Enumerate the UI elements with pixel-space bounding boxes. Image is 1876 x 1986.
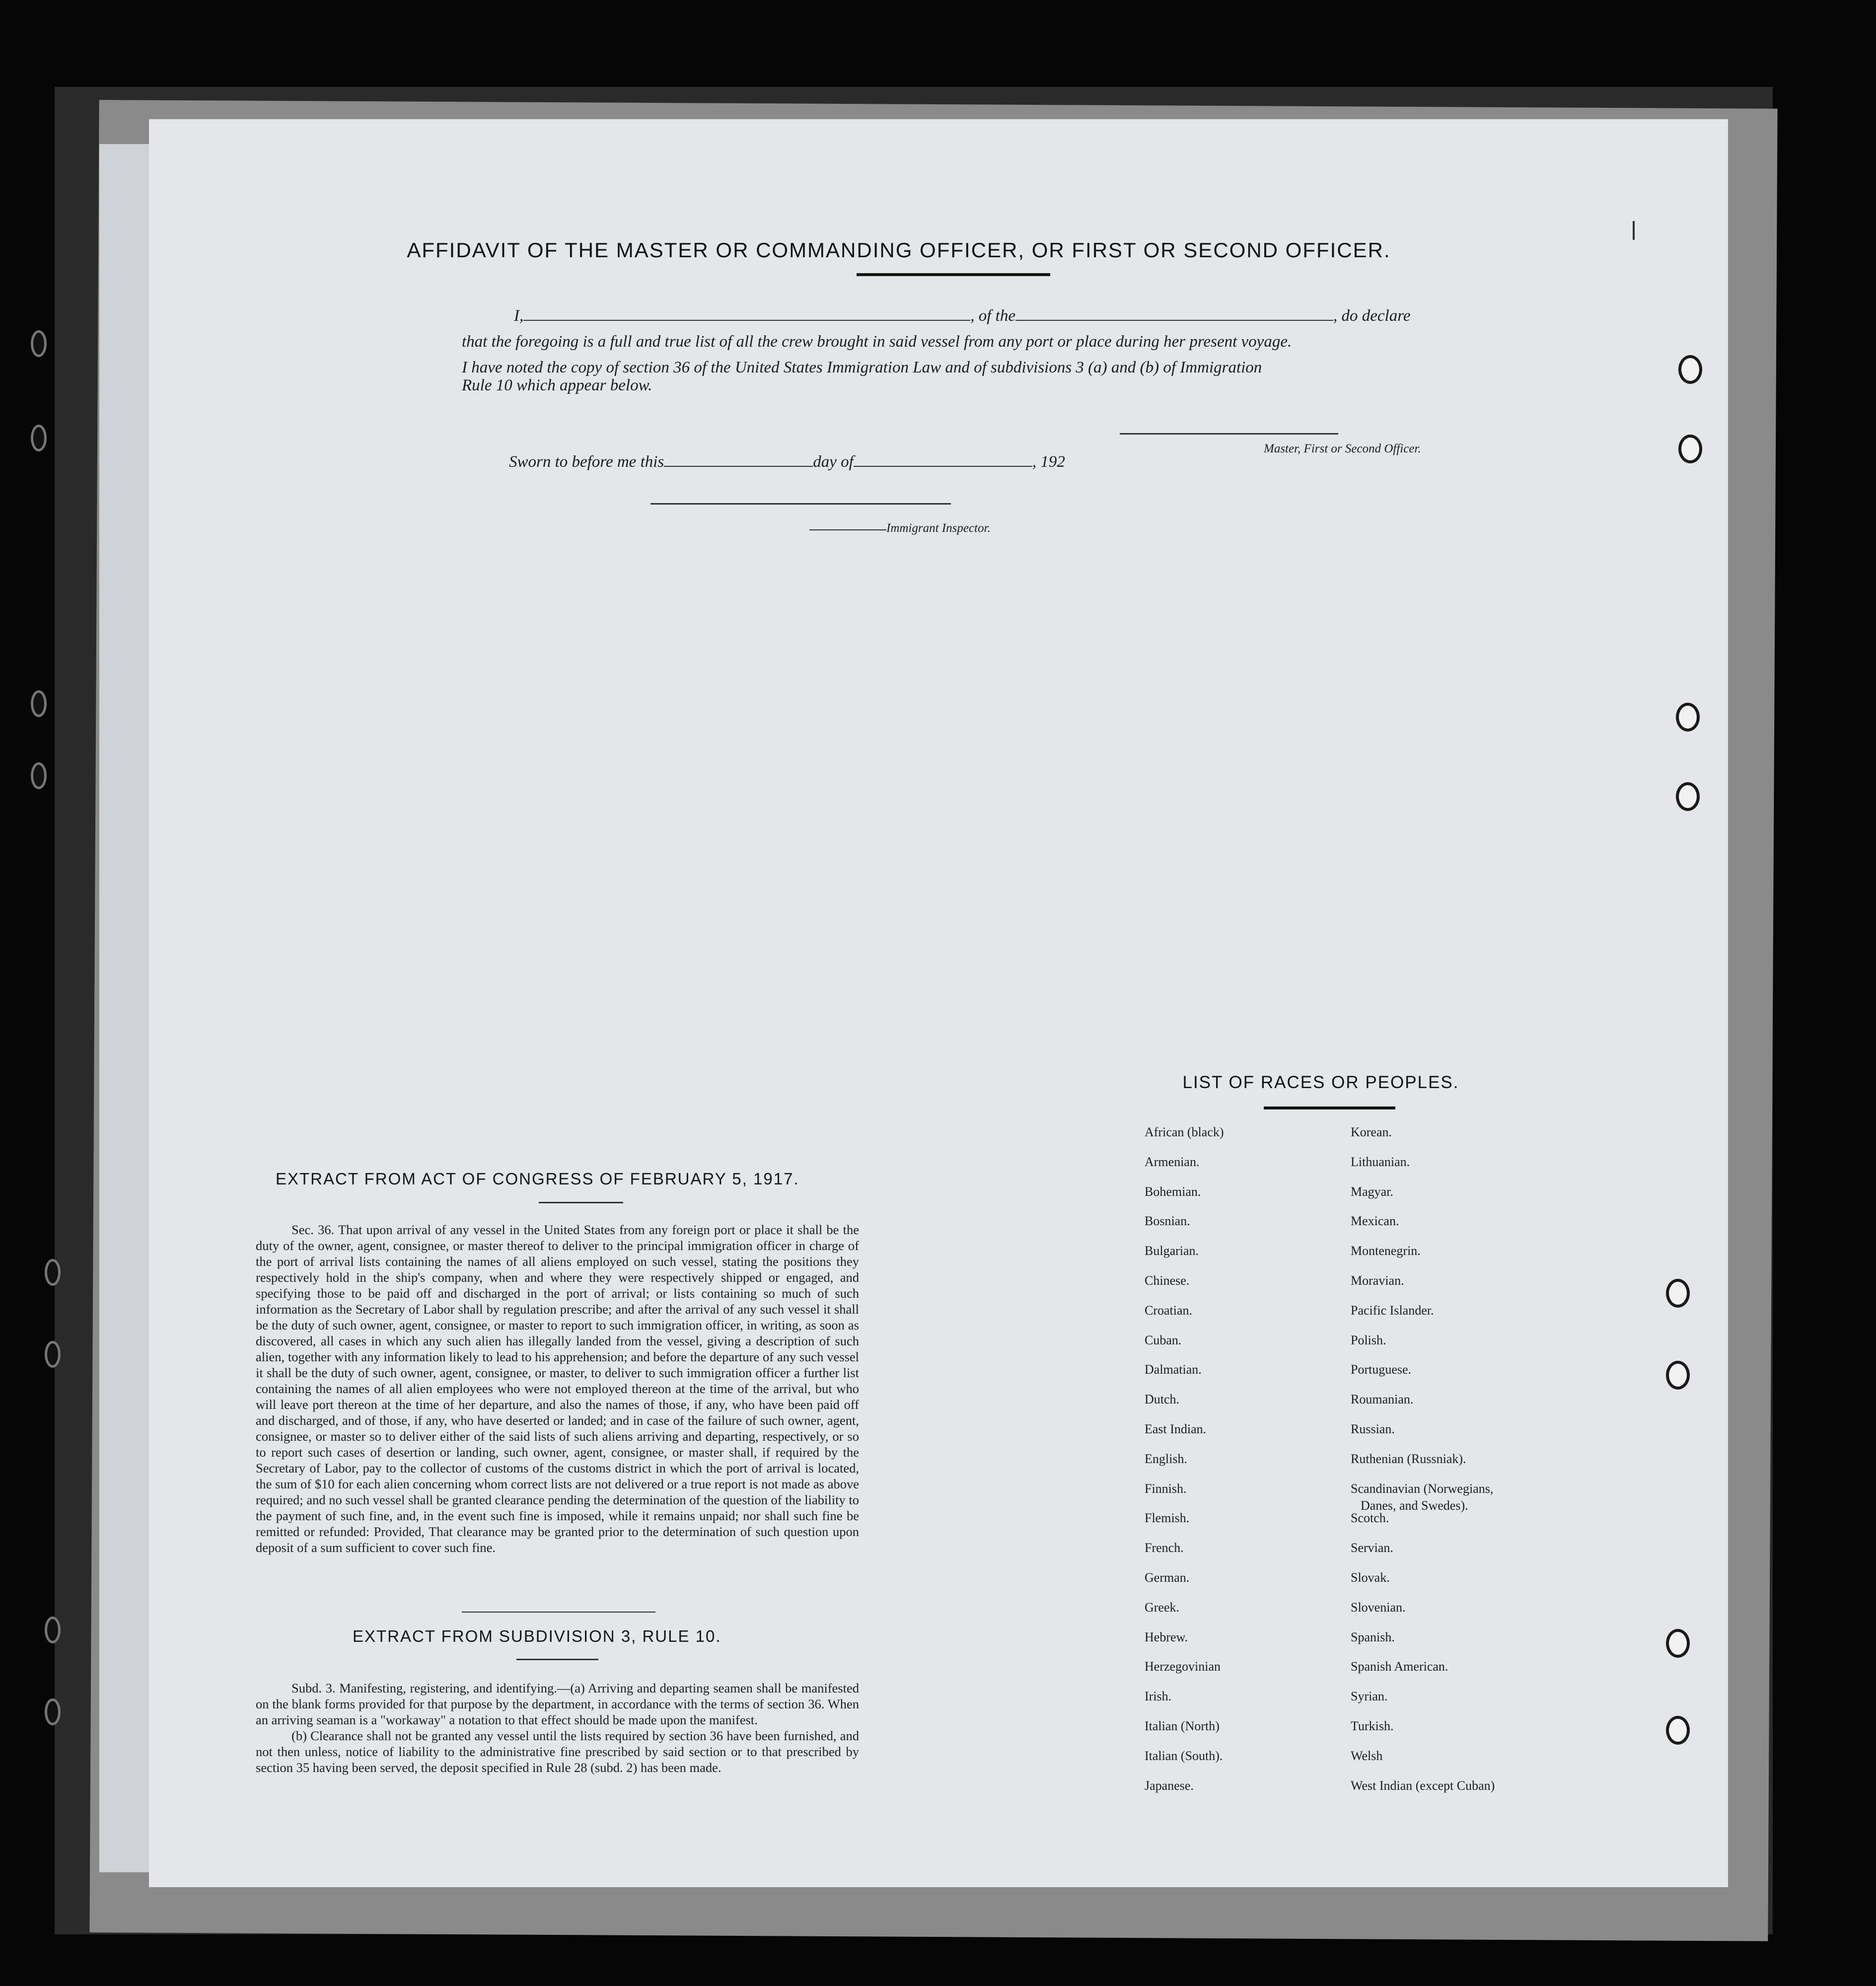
sworn-line <box>509 453 1065 471</box>
declaration-of: , of the <box>970 307 1015 325</box>
race-item: Welsh <box>1351 1749 1383 1763</box>
race-item: Greek. <box>1145 1600 1180 1615</box>
inspector-signature-line[interactable] <box>650 503 951 505</box>
race-item: Armenian. <box>1145 1155 1200 1169</box>
race-item: Ruthenian (Russniak). <box>1351 1452 1466 1466</box>
race-item: Dutch. <box>1145 1392 1180 1406</box>
underlying-sheet-edge <box>99 144 149 1872</box>
declaration-line-3: I have noted the copy of section 36 of the United States Immigration Law and of subdivisions 3 (a) and (b) of Immigration <box>462 359 1262 376</box>
section-divider <box>462 1612 655 1613</box>
race-item: Irish. <box>1145 1689 1172 1703</box>
act-title-rule <box>539 1202 623 1203</box>
punch-hole <box>1666 1279 1690 1308</box>
race-item: Slovenian. <box>1351 1600 1406 1615</box>
declaration-line-4: Rule 10 which appear below. <box>462 376 652 394</box>
inspector-caption: Immigrant Inspector. <box>886 521 991 535</box>
race-item: Syrian. <box>1351 1689 1388 1703</box>
race-item: Scotch. <box>1351 1511 1389 1525</box>
inspector-caption-rule <box>809 529 886 530</box>
race-item-continuation: Danes, and Swedes). <box>1361 1498 1468 1513</box>
rule-title-rule <box>516 1659 598 1660</box>
race-item: Japanese. <box>1145 1778 1194 1793</box>
race-item: Spanish. <box>1351 1630 1395 1644</box>
race-item: Herzegovinian <box>1145 1659 1221 1674</box>
declaration-i: I, <box>514 307 524 325</box>
race-item: Korean. <box>1351 1125 1392 1139</box>
race-item: East Indian. <box>1145 1422 1207 1436</box>
race-item: Cuban. <box>1145 1333 1182 1347</box>
race-item: Magyar. <box>1351 1184 1393 1199</box>
race-item: Mexican. <box>1351 1214 1399 1228</box>
race-item: Spanish American. <box>1351 1659 1448 1674</box>
declaration-line-2: that the foregoing is a full and true list of all the crew brought in said vessel from any port or place during her present voyage. <box>462 333 1292 351</box>
race-item: German. <box>1145 1570 1190 1585</box>
punch-hole <box>1666 1361 1690 1390</box>
race-item: Bulgarian. <box>1145 1244 1199 1258</box>
affidavit-page <box>149 119 1728 1887</box>
name-blank[interactable] <box>523 309 970 321</box>
act-section-36-text <box>256 1222 859 1555</box>
sworn-year: , 192 <box>1032 453 1065 471</box>
race-item: Moravian. <box>1351 1273 1404 1288</box>
race-item: Lithuanian. <box>1351 1155 1410 1169</box>
race-item: Slovak. <box>1351 1570 1390 1585</box>
binder-hole <box>45 1259 61 1286</box>
master-signature-line[interactable] <box>1120 433 1338 435</box>
punch-hole <box>1678 435 1702 463</box>
race-item: Montenegrin. <box>1351 1244 1421 1258</box>
race-item: Servian. <box>1351 1541 1393 1555</box>
master-caption: Master, First or Second Officer. <box>1264 442 1421 455</box>
affidavit-title: AFFIDAVIT OF THE MASTER OR COMMANDING OFFICER, OR FIRST OR SECOND OFFICER. <box>407 238 1391 262</box>
punch-hole <box>1666 1629 1690 1658</box>
punch-hole <box>1666 1716 1690 1745</box>
punch-hole <box>1676 703 1700 732</box>
day-blank[interactable] <box>664 455 813 467</box>
race-item: Chinese. <box>1145 1273 1190 1288</box>
punch-hole <box>1678 355 1702 384</box>
punch-hole <box>1676 782 1700 811</box>
race-item: Italian (North) <box>1145 1719 1220 1733</box>
race-item: Flemish. <box>1145 1511 1190 1525</box>
race-item: French. <box>1145 1541 1184 1555</box>
binder-hole <box>31 330 47 357</box>
section-36-paragraph: Sec. 36. That upon arrival of any vessel in the United States from any foreign port or place it shall be the duty of the owner, agent, consignee, or master thereof to deliver to the principal immigration officer in charge of the port of arrival lists containing the names of all aliens employed on such vessel, stating the positions they respectively hold in the ship's company, when and where they were respectively shipped or engaged, and specifying those to be paid off and discharged in the port of arrival; or lists containing so much of such information as the Secretary of Labor shall by regulation prescribe; and after the arrival of any such vessel it shall be the duty of such owner, agent, consignee, or master to report to such immigration officer, in writing, as soon as discovered, all cases in which any such alien has illegally landed from the vessel, giving a description of such alien, together with any information likely to lead to his apprehension; and before the departure of any such vessel it shall be the duty of such owner, agent, consignee, or master, to deliver to such immigration officer a further list containing the names of all alien employees who were not employed thereon at the time of the arrival, but who will leave port thereon at the time of her departure, and also the names of those, if any, who have been paid off and discharged, and of those, if any, who have deserted or landed; and in case of the failure of such owner, agent, consignee, or master so to deliver either of the said lists of such aliens arriving and departing, respectively, or so to report such cases of desertion or landing, such owner, agent, consignee, or master shall, if required by the Secretary of Labor, pay to the collector of customs of the customs district in which the port of arrival is located, the sum of $10 for each alien concerning whom correct lists are not delivered or a true report is not made as above required; and no such vessel shall be granted clearance pending the determination of the question of the liability to the payment of such fine, and, in the event such fine is imposed, while it remains unpaid; nor shall such fine be remitted or refunded: Provided, That clearance may be granted prior to the determination of such question upon deposit of a sum sufficient to cover such fine. <box>256 1222 859 1555</box>
race-item: Scandinavian (Norwegians, <box>1351 1481 1494 1496</box>
race-item: Turkish. <box>1351 1719 1394 1733</box>
subdivision-a-paragraph: Subd. 3. Manifesting, registering, and identifying.—(a) Arriving and departing seamen shall be manifested on the blank forms provided for that purpose by the department, in accordance with the terms of section 36. When an arriving seaman is a "workaway" a notation to that effect should be made upon the manifest. <box>256 1681 859 1727</box>
subdivision-b-paragraph: (b) Clearance shall not be granted any vessel until the lists required by section 36 have been furnished, and not then unless, notice of liability to the administrative fine prescribed by said section or to that prescribed by section 35 having been served, the deposit specified in Rule 28 (subd. 2) has been made. <box>256 1728 859 1775</box>
race-item: Italian (South). <box>1145 1749 1223 1763</box>
race-item: Pacific Islander. <box>1351 1303 1434 1318</box>
sworn-prefix: Sworn to before me this <box>509 453 664 471</box>
binder-hole <box>31 425 47 451</box>
declaration-line-1 <box>514 307 1410 325</box>
race-item: Dalmatian. <box>1145 1362 1202 1377</box>
race-item: Croatian. <box>1145 1303 1193 1318</box>
races-list-title: LIST OF RACES OR PEOPLES. <box>1182 1073 1459 1092</box>
margin-mark <box>1633 221 1635 240</box>
binder-hole <box>31 690 47 717</box>
race-item: Roumanian. <box>1351 1392 1414 1406</box>
sworn-day: day of <box>813 453 854 471</box>
act-extract-title: EXTRACT FROM ACT OF CONGRESS OF FEBRUARY 5, 1917. <box>276 1170 799 1188</box>
vessel-blank[interactable] <box>1015 309 1333 321</box>
race-item: Russian. <box>1351 1422 1395 1436</box>
binder-hole <box>45 1698 61 1725</box>
race-item: Hebrew. <box>1145 1630 1188 1644</box>
binder-hole <box>31 762 47 789</box>
race-item: Bosnian. <box>1145 1214 1190 1228</box>
race-item: Portuguese. <box>1351 1362 1412 1377</box>
title-rule <box>857 273 1050 276</box>
binder-hole <box>45 1617 61 1643</box>
race-item: African (black) <box>1145 1125 1224 1139</box>
race-item: Finnish. <box>1145 1481 1187 1496</box>
races-title-rule <box>1264 1106 1395 1109</box>
rule-extract-title: EXTRACT FROM SUBDIVISION 3, RULE 10. <box>353 1627 722 1645</box>
binder-hole <box>45 1341 61 1368</box>
declaration-declare: , do declare <box>1333 307 1411 325</box>
race-item: English. <box>1145 1452 1187 1466</box>
rule-10-text <box>256 1680 859 1775</box>
race-item: West Indian (except Cuban) <box>1351 1778 1495 1793</box>
month-blank[interactable] <box>854 455 1032 467</box>
race-item: Bohemian. <box>1145 1184 1201 1199</box>
race-item: Polish. <box>1351 1333 1386 1347</box>
